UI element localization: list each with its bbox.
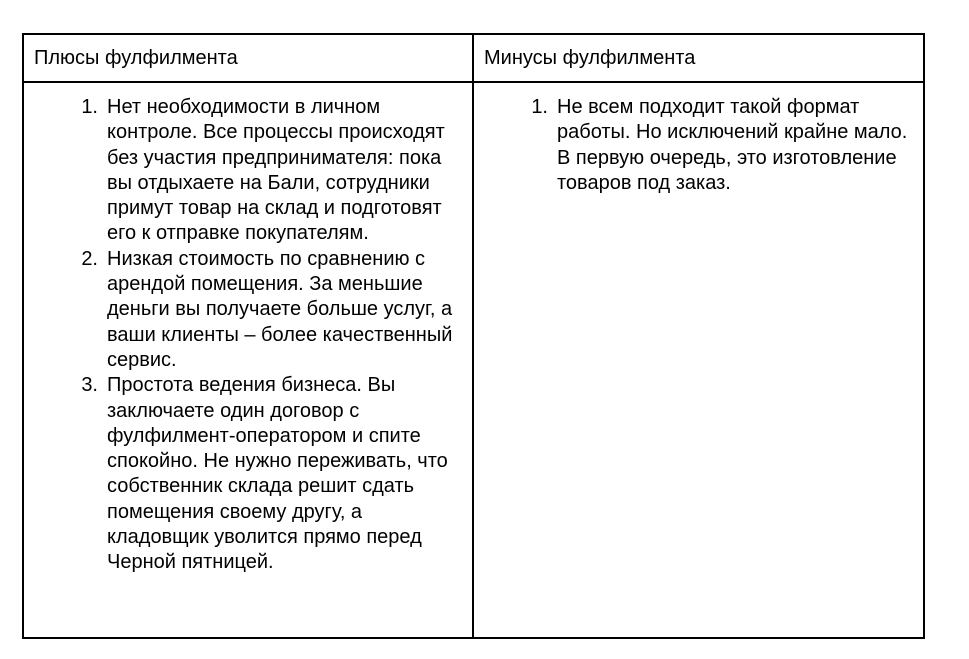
- list-item-number: 1.: [531, 96, 548, 118]
- cons-header-cell: [473, 34, 924, 82]
- list-item-number: 2.: [81, 247, 98, 270]
- list-item-number: 1.: [81, 96, 98, 118]
- list-item-text: Низкая стоимость по сравнению с арендой помещения. За меньшие деньги вы получаете больше услуг, а ваши клиенты – более качественный сервис.: [107, 247, 453, 371]
- cons-list-item: [474, 95, 923, 196]
- list-item-number: 3.: [81, 374, 98, 397]
- cons-header: Минусы фулфилмента: [484, 47, 696, 69]
- list-item-text: Простота ведения бизнеса. Вы заключаете один договор с фулфилмент-оператором и спите спокойно. Не нужно переживать, что собственник склада решит сдать помещения своему другу, а кладовщик уволится прямо перед Черной пятницей.: [107, 374, 448, 574]
- table-body-row: [23, 82, 924, 638]
- pros-cell: [23, 82, 473, 638]
- pros-list-item: [24, 95, 472, 247]
- pros-header: Плюсы фулфилмента: [34, 47, 238, 69]
- pros-list-item: [24, 373, 472, 575]
- pros-header-cell: [23, 34, 473, 82]
- list-item-text: Нет необходимости в личном контроле. Все процессы происходят без участия предпринимателя: пока вы отдыхаете на Бали, сотрудники примут товар на склад и подготовят его к отправке покупателям.: [107, 96, 445, 245]
- table-header-row: [23, 34, 924, 82]
- cons-cell: [473, 82, 924, 638]
- pros-cons-table: [22, 33, 925, 639]
- cons-list: [474, 83, 923, 196]
- pros-list: [24, 83, 472, 576]
- pros-list-item: [24, 247, 472, 373]
- list-item-text: Не всем подходит такой формат работы. Но исключений крайне мало. В первую очередь, это изготовление товаров под заказ.: [557, 96, 908, 194]
